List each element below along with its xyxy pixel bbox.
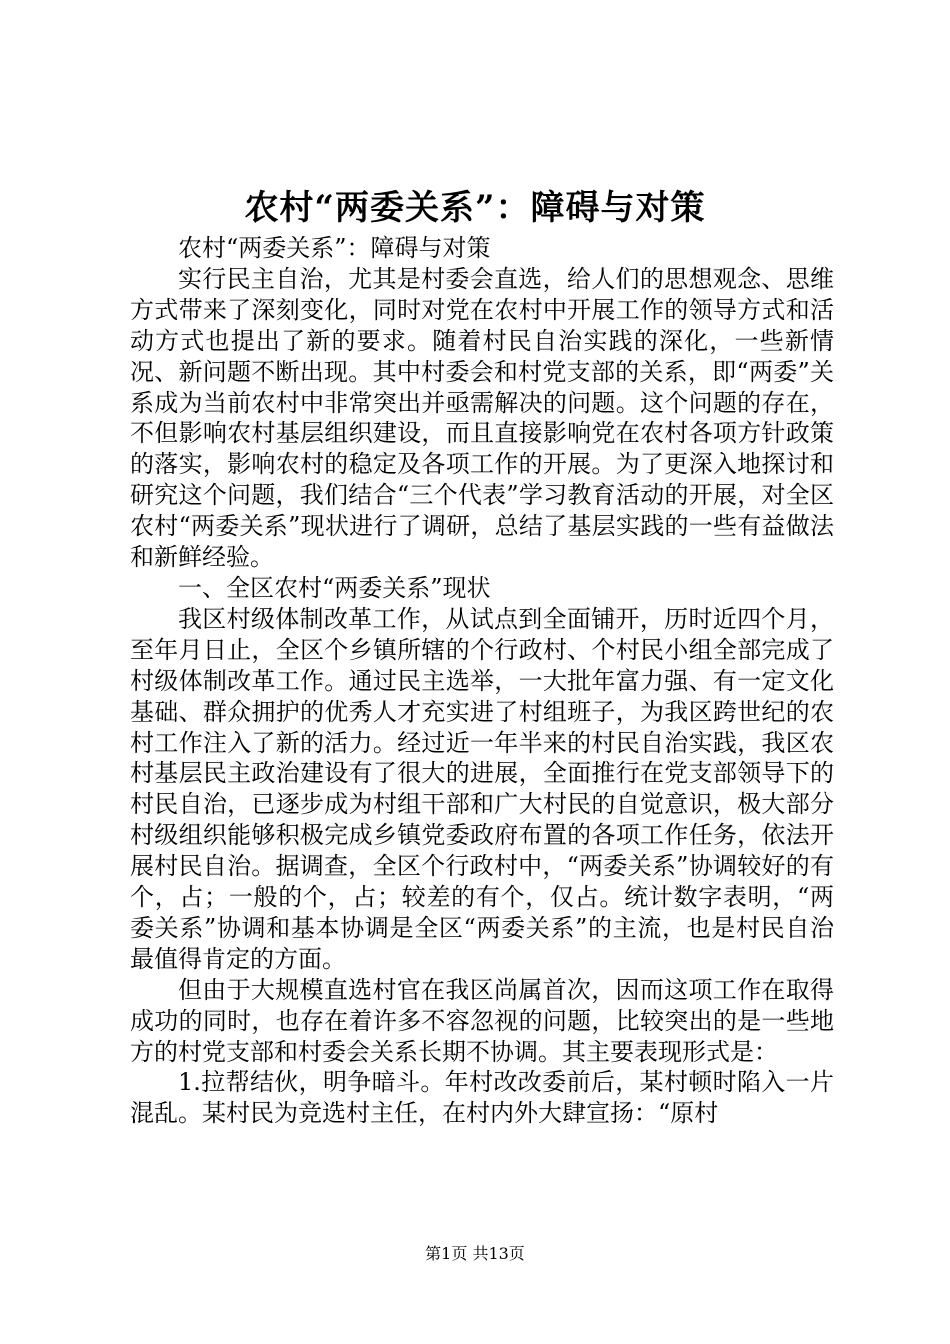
body-paragraph: 但由于大规模直选村官在我区尚属首次，因而这项工作在取得成功的同时，也存在着许多不容忽视的问题，比较突出的是一些地方的村党支部和村委会关系长期不协调。其主要表现形式是： xyxy=(130,975,834,1066)
page-number-footer: 第1页 共13页 xyxy=(425,1244,525,1263)
section-heading: 一、全区农村“两委关系”现状 xyxy=(178,573,491,602)
body-paragraph-subtitle: 农村“两委关系”：障碍与对策 xyxy=(178,234,491,262)
body-paragraph: 我区村级体制改革工作，从试点到全面铺开，历时近四个月，至年月日止，全区个乡镇所辖的个行政村、个村民小组全部完成了村级体制改革工作。通过民主选举，一大批年富力强、有一定文化基础、群众拥护的优秀人才充实进了村组班子，为我区跨世纪的农村工作注入了新的活力。经过近一年半来的村民自治实践，我区农村基层民主政治建设有了很大的进展，全面推行在党支部领导下的村民自治，已逐步成为村组干部和广大村民的自觉意识，极大部分村级组织能够积极完成乡镇党委政府布置的各项工作任务，依法开展村民自治。据调查，全区个行政村中，“两委关系”协调较好的有个，占；一般的个，占；较差的有个，仅占。统计数字表明，“两委关系”协调和基本协调是全区“两委关系”的主流，也是村民自治最值得肯定的方面。 xyxy=(130,604,834,973)
body-paragraph-list-item: 1.拉帮结伙，明争暗斗。年村改改委前后，某村顿时陷入一片混乱。某村民为竞选村主任，在村内外大肆宣扬：“原村 xyxy=(130,1068,834,1128)
page-title: 农村“两委关系”：障碍与对策 xyxy=(244,188,706,228)
document-body xyxy=(130,233,834,1129)
body-paragraph: 实行民主自治，尤其是村委会直选，给人们的思想观念、思维方式带来了深刻变化，同时对党在农村中开展工作的领导方式和活动方式也提出了新的要求。随着村民自治实践的深化，一些新情况、新问题不断出现。其中村委会和村党支部的关系，即“两委”关系成为当前农村中非常突出并亟需解决的问题。这个问题的存在，不但影响农村基层组织建设，而且直接影响党在农村各项方针政策的落实，影响农村的稳定及各项工作的开展。为了更深入地探讨和研究这个问题，我们结合“三个代表”学习教育活动的开展，对全区农村“两委关系”现状进行了调研，总结了基层实践的一些有益做法和新鲜经验。 xyxy=(130,264,834,572)
